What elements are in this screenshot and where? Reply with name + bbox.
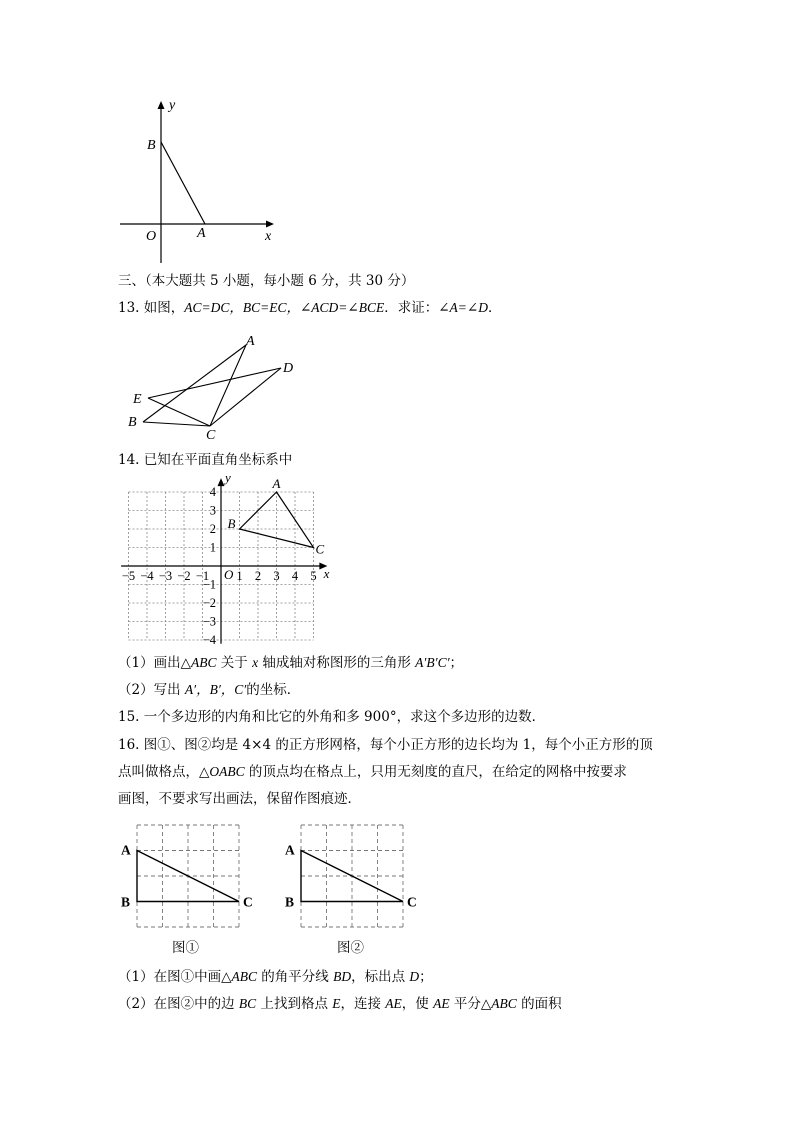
q16-p1-text2: 的角平分线 (256, 969, 334, 985)
q13-prefix: 13. 如图， (118, 300, 185, 316)
y-tick-label: −2 (202, 596, 216, 610)
q13-end: ． (487, 300, 502, 316)
x-tick-label: 1 (236, 569, 243, 583)
label-b: B (128, 415, 137, 430)
point-b-label: B (227, 516, 236, 531)
q14-p2-points: A′，B′，C′ (184, 682, 247, 697)
q13-mid: ．求证： (384, 300, 439, 316)
q16-p2-bc: BC (238, 996, 257, 1011)
q14-p1-abc: ABC (190, 655, 217, 670)
q14-p1-x: x (252, 655, 259, 670)
point-c-label: C (243, 894, 253, 910)
x-tick-label: 2 (254, 569, 262, 583)
label-y: y (169, 98, 176, 113)
x-tick-label: 3 (273, 569, 280, 583)
q14-p1-end: ； (449, 655, 464, 671)
q13-goal: ∠A=∠D (438, 300, 488, 315)
x-axis-label: x (323, 566, 330, 581)
q16-p1-text3: ，标出点 (351, 969, 410, 985)
point-a-label: A (272, 476, 281, 491)
question-16-line-3: 画图，不要求写出画法，保留作图痕迹． (118, 791, 361, 807)
q16-l2-oabc: OABC (209, 764, 245, 779)
q16-p1-d: D (409, 969, 420, 984)
q13-conditions: AC=DC，BC=EC，∠ACD=∠BCE (184, 300, 385, 315)
q16-p2-ae2: AE (433, 996, 450, 1011)
y-tick-label: −1 (202, 577, 216, 592)
point-b-label: B (121, 894, 131, 910)
label-a: A (197, 226, 206, 241)
q16-p2-text3: ，连接 (340, 996, 386, 1012)
q16-p2-ae: AE (385, 996, 402, 1011)
q14-p2-text: （2）写出 (118, 682, 185, 698)
q16-p1-bd: BD (333, 969, 352, 984)
point-c-label: C (407, 894, 417, 910)
question-15: 15. 一个多边形的内角和比它的外角和多 900°，求这个多边形的边数． (118, 709, 546, 725)
x-tick-label: 5 (310, 569, 317, 583)
q14-p2-end: 的坐标． (246, 682, 301, 698)
y-tick-label: −4 (202, 633, 216, 647)
label-c: C (206, 428, 216, 443)
y-axis-label: y (225, 469, 231, 485)
x-tick-label: −3 (158, 569, 173, 583)
q16-p1-text: （1）在图①中画△ (118, 969, 232, 985)
q16-p2-text2: 上找到格点 (256, 996, 333, 1012)
y-tick-label: 4 (209, 485, 216, 499)
x-tick-label: 4 (291, 569, 299, 583)
q16-p2-text4: ，使 (401, 996, 434, 1012)
figure-2-grid (285, 825, 417, 927)
q14-p1-text: （1）画出△ (118, 655, 191, 671)
label-d: D (283, 361, 294, 376)
y-tick-label: 3 (209, 503, 216, 518)
y-tick-label: −3 (202, 614, 216, 629)
q16-p2-abc: ABC (491, 996, 517, 1011)
x-tick-label: −2 (177, 569, 191, 583)
figure-1-caption: 图① (172, 940, 199, 956)
q16-p1-abc: ABC (231, 969, 257, 984)
question-16-part-1 (118, 968, 433, 986)
q16-p2-text: （2）在图②中的边 (118, 996, 239, 1012)
q16-p2-text5: 平分△ (449, 996, 492, 1012)
point-c-label: C (315, 541, 325, 557)
q16-l2-text: 点叫做格点，△ (118, 764, 210, 780)
q14-p1-text3: 轴成轴对称图形的三角形 (258, 655, 416, 671)
question-16-part-2 (118, 995, 562, 1013)
label-a: A (246, 334, 255, 349)
y-tick-label: 2 (209, 522, 216, 536)
label-e: E (133, 392, 142, 407)
q16-l2-text2: 的顶点均在格点上，只用无刻度的直尺，在给定的网格中按要求 (244, 764, 627, 780)
origin-label: O (224, 567, 234, 582)
label-x: x (265, 229, 272, 244)
q16-p2-e: E (332, 996, 341, 1011)
q14-p1-abc-prime: A′B′C′ (415, 655, 450, 670)
q14-p1-text2: 关于 (216, 655, 253, 671)
figure-2-caption: 图② (337, 940, 364, 956)
question-14-stem: 14. 已知在平面直角坐标系中 (118, 452, 293, 468)
point-a-label: A (285, 842, 295, 858)
figure-1-grid (121, 825, 253, 927)
label-o: O (146, 229, 157, 244)
x-tick-label: −1 (195, 569, 210, 583)
section-3-heading: 三、（本大题共 5 小题，每小题 6 分，共 30 分） (118, 273, 415, 289)
x-tick-label: −5 (121, 569, 136, 583)
question-16-line-1: 16. 图①、图②均是 4×4 的正方形网格，每个小正方形的边长均为 1，每个小正方形的顶 (118, 737, 653, 753)
point-a-label: A (121, 842, 131, 858)
q16-p1-end: ； (419, 969, 433, 985)
point-b-label: B (285, 894, 295, 910)
x-tick-label: −4 (140, 569, 154, 583)
label-b: B (147, 138, 156, 153)
q16-p2-end: 的面积 (516, 996, 562, 1012)
y-tick-label: 1 (209, 540, 216, 555)
